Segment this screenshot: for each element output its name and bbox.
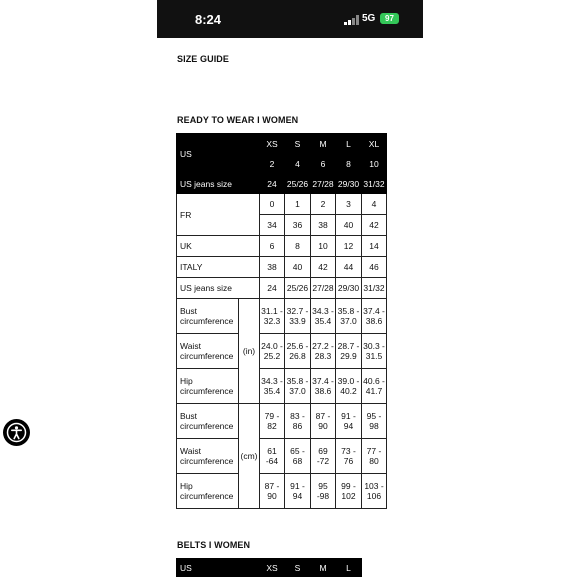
italy-label: ITALY bbox=[177, 257, 260, 278]
measure-name: Bust bbox=[180, 411, 198, 421]
measure-value: 27.2 - 28.3 bbox=[311, 334, 336, 369]
measure-value: 87 - 90 bbox=[311, 404, 336, 439]
measure-value: 79 - 82 bbox=[260, 404, 285, 439]
measure-sub: circumference bbox=[180, 351, 234, 361]
measure-value: 73 - 76 bbox=[336, 439, 362, 474]
measure-name: Waist bbox=[180, 446, 201, 456]
measure-label bbox=[177, 334, 239, 369]
measure-label bbox=[177, 474, 239, 509]
italy-size: 40 bbox=[285, 257, 311, 278]
us-jeans-size: 24 bbox=[260, 174, 285, 194]
measure-label bbox=[177, 439, 239, 474]
measure-value: 103 - 106 bbox=[362, 474, 387, 509]
signal-icon bbox=[344, 15, 360, 25]
us-jeans-size: 25/26 bbox=[285, 278, 311, 299]
network-label: 5G bbox=[362, 13, 376, 24]
us-jeans-size: 24 bbox=[260, 278, 285, 299]
fr-size: 36 bbox=[285, 215, 311, 236]
us-size: 4 bbox=[285, 154, 311, 174]
measure-value: 28.7 - 29.9 bbox=[336, 334, 362, 369]
unit-inches: (in) bbox=[239, 299, 260, 404]
measure-value: 35.8 - 37.0 bbox=[336, 299, 362, 334]
measure-value: 91 - 94 bbox=[285, 474, 311, 509]
measure-value: 34.3 - 35.4 bbox=[260, 369, 285, 404]
us-jeans-size: 27/28 bbox=[311, 278, 336, 299]
us-jeans-size: 29/30 bbox=[336, 278, 362, 299]
section-title-ready-to-wear: READY TO WEAR I WOMEN bbox=[177, 115, 299, 125]
us-jeans-label: US jeans size bbox=[177, 174, 260, 194]
measure-value: 83 - 86 bbox=[285, 404, 311, 439]
uk-label: UK bbox=[177, 236, 260, 257]
uk-size: 12 bbox=[336, 236, 362, 257]
measure-value: 91 - 94 bbox=[336, 404, 362, 439]
fr-size: 40 bbox=[336, 215, 362, 236]
measure-value: 61 -64 bbox=[260, 439, 285, 474]
belts-size-table bbox=[176, 558, 362, 577]
size-header: XL bbox=[362, 134, 387, 154]
measure-sub: circumference bbox=[180, 386, 234, 396]
measure-value: 30.3 - 31.5 bbox=[362, 334, 387, 369]
size-header: L bbox=[336, 134, 362, 154]
measure-sub: circumference bbox=[180, 421, 234, 431]
measure-value: 31.1 - 32.3 bbox=[260, 299, 285, 334]
measure-label bbox=[177, 404, 239, 439]
uk-size: 6 bbox=[260, 236, 285, 257]
us-jeans-size: 29/30 bbox=[336, 174, 362, 194]
uk-size: 10 bbox=[311, 236, 336, 257]
battery-level: 97 bbox=[385, 14, 394, 23]
us-jeans-size: 31/32 bbox=[362, 174, 387, 194]
measure-label bbox=[177, 299, 239, 334]
measure-value: 77 - 80 bbox=[362, 439, 387, 474]
size-header: S bbox=[285, 559, 311, 577]
measure-value: 32.7 - 33.9 bbox=[285, 299, 311, 334]
fr-size: 42 bbox=[362, 215, 387, 236]
measure-label bbox=[177, 369, 239, 404]
fr-size: 4 bbox=[362, 194, 387, 215]
size-header: M bbox=[311, 134, 336, 154]
size-header: M bbox=[311, 559, 336, 577]
measure-value: 35.8 - 37.0 bbox=[285, 369, 311, 404]
measure-value: 95 -98 bbox=[311, 474, 336, 509]
fr-size: 3 bbox=[336, 194, 362, 215]
us-label: US bbox=[177, 559, 260, 577]
measure-sub: circumference bbox=[180, 491, 234, 501]
measure-value: 87 - 90 bbox=[260, 474, 285, 509]
measure-name: Waist bbox=[180, 341, 201, 351]
size-header: XS bbox=[260, 134, 285, 154]
measure-value: 99 - 102 bbox=[336, 474, 362, 509]
battery-icon bbox=[380, 13, 399, 24]
fr-size: 0 bbox=[260, 194, 285, 215]
measure-value: 40.6 - 41.7 bbox=[362, 369, 387, 404]
italy-size: 44 bbox=[336, 257, 362, 278]
fr-size: 1 bbox=[285, 194, 311, 215]
fr-size: 2 bbox=[311, 194, 336, 215]
fr-label: FR bbox=[177, 194, 260, 236]
ready-to-wear-size-table bbox=[176, 133, 387, 509]
size-header: XS bbox=[260, 559, 285, 577]
accessibility-icon[interactable] bbox=[3, 419, 30, 446]
us-label: US bbox=[177, 134, 260, 174]
measure-value: 37.4 - 38.6 bbox=[311, 369, 336, 404]
unit-centimeters: (cm) bbox=[239, 404, 260, 509]
measure-sub: circumference bbox=[180, 316, 234, 326]
measure-name: Bust bbox=[180, 306, 198, 316]
measure-value: 34.3 - 35.4 bbox=[311, 299, 336, 334]
italy-size: 46 bbox=[362, 257, 387, 278]
measure-sub: circumference bbox=[180, 456, 234, 466]
us-jeans-size: 25/26 bbox=[285, 174, 311, 194]
phone-screen bbox=[157, 0, 423, 580]
us-size: 2 bbox=[260, 154, 285, 174]
size-header: L bbox=[336, 559, 362, 577]
us-jeans-size: 27/28 bbox=[311, 174, 336, 194]
status-bar bbox=[157, 0, 423, 38]
uk-size: 8 bbox=[285, 236, 311, 257]
us-size: 6 bbox=[311, 154, 336, 174]
measure-value: 69 -72 bbox=[311, 439, 336, 474]
measure-value: 24.0 - 25.2 bbox=[260, 334, 285, 369]
us-jeans-label: US jeans size bbox=[177, 278, 260, 299]
fr-size: 38 bbox=[311, 215, 336, 236]
status-time: 8:24 bbox=[195, 12, 222, 27]
measure-name: Hip bbox=[180, 376, 193, 386]
us-size: 8 bbox=[336, 154, 362, 174]
italy-size: 38 bbox=[260, 257, 285, 278]
us-size: 10 bbox=[362, 154, 387, 174]
page-title: SIZE GUIDE bbox=[177, 54, 230, 64]
size-header: S bbox=[285, 134, 311, 154]
measure-value: 65 - 68 bbox=[285, 439, 311, 474]
italy-size: 42 bbox=[311, 257, 336, 278]
uk-size: 14 bbox=[362, 236, 387, 257]
measure-value: 25.6 - 26.8 bbox=[285, 334, 311, 369]
fr-size: 34 bbox=[260, 215, 285, 236]
measure-value: 37.4 - 38.6 bbox=[362, 299, 387, 334]
us-jeans-size: 31/32 bbox=[362, 278, 387, 299]
measure-value: 39.0 - 40.2 bbox=[336, 369, 362, 404]
measure-value: 95 - 98 bbox=[362, 404, 387, 439]
measure-name: Hip bbox=[180, 481, 193, 491]
section-title-belts: BELTS I WOMEN bbox=[177, 540, 251, 550]
